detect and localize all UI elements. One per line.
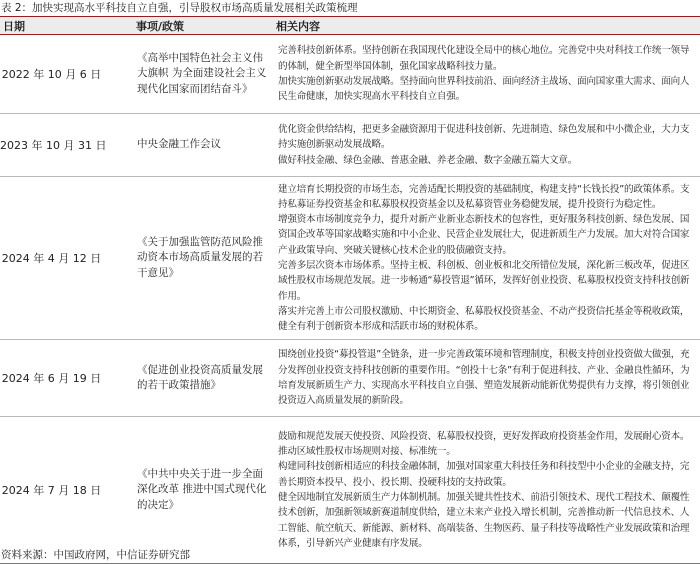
table-caption: 表 2：加快实现高水平科技自立自强，引导股权市场高质量发展相关政策梳理	[1, 2, 358, 14]
row-policy: 《中共中央关于进一步全面深化改革 推进中国式现代化的决定》	[133, 417, 273, 564]
row-content	[273, 35, 700, 114]
row-policy: 中央金融工作会议	[133, 114, 273, 177]
table-row	[0, 177, 700, 340]
content-paragraph: 增强资本市场制度竞争力，提升对新产业新业态新技术的包容性，更好服务科技创新、绿色发展、国资国企改革等国家战略实施和中小企业、民营企业发展壮大，促进新质生产力发展。加大对符合国家产业政策导向、突破关键核心技术企业的股债融资支持。	[278, 214, 690, 256]
row-policy: 《高举中国特色社会主义伟大旗帜 为全面建设社会主义现代化国家而团结奋斗》	[133, 35, 273, 114]
content-paragraph: 构建同科技创新相适应的科技金融体制，加强对国家重大科技任务和科技型中小企业的金融支持，完善长期资本投早、投小、投长期、投硬科技的支持政策。	[278, 461, 690, 488]
row-content	[273, 177, 700, 340]
row-date: 2024 年 4 月 12 日	[0, 177, 133, 340]
content-paragraph: 建立培育长期投资的市场生态，完善适配长期投资的基础制度，构建支持“长钱长投”的政策体系。支持私募证券投资基金和私募股权投资基金以及私募资管业务稳健发展，提升投资行为稳定性。	[278, 183, 690, 210]
content-paragraph: 加快实施创新驱动发展战略。坚持面向世界科技前沿、面向经济主战场、面向国家重大需求、面向人民生命健康，加快实现高水平科技自立自强。	[278, 76, 690, 103]
row-date: 2023 年 10 月 31 日	[0, 114, 133, 177]
content-paragraph: 鼓励和规范发展天使投资、风险投资、私募股权投资，更好发挥政府投资基金作用，发展耐心资本。	[278, 430, 690, 442]
row-content	[273, 114, 700, 177]
source-note: 资料来源：中国政府网，中信证券研究部	[1, 549, 190, 561]
table-row	[0, 417, 700, 564]
header-content: 相关内容	[273, 17, 700, 35]
content-paragraph: 落实并完善上市公司股权激励、中长期资金、私募股权投资基金、不动产投资信托基金等税收政策，健全有利于创新资本形成和活跃市场的财税体系。	[278, 305, 690, 333]
table-row	[0, 340, 700, 417]
content-paragraph: 完善科技创新体系。坚持创新在我国现代化建设全局中的核心地位。完善党中央对科技工作统一领导的体制，健全新型举国体制，强化国家战略科技力量。	[278, 45, 690, 72]
content-paragraph: 做好科技金融、绿色金融、普惠金融、养老金融、数字金融五篇大文章。	[278, 154, 578, 166]
content-paragraph: 完善多层次资本市场体系。坚持主板、科创板、创业板和北交所错位发展，深化新三板改革，促进区域性股权市场规范发展。进一步畅通“募投管退”循环，发挥好创业投资、私募股权投资支持科技创新作用。	[278, 260, 690, 302]
table-row	[0, 114, 700, 177]
policy-table	[0, 16, 700, 564]
content-paragraph: 健全因地制宜发展新质生产力体制机制。加强关键共性技术、前沿引领技术、现代工程技术、颠覆性技术创新，加强新领域新赛道制度供给，建立未来产业投入增长机制，完善推动新一代信息技术、人工智能、航空航天、新能源、新材料、高端装备、生物医药、量子科技等战略性产业发展政策和治理体系，引导新兴产业健康有序发展。	[278, 492, 690, 549]
content-paragraph: 围绕创业投资“募投管退”全链条，进一步完善政策环境和管理制度，积极支持创业投资做大做强，充分发挥创业投资支持科技创新的重要作用。“创投十七条”有利于促进科技、产业、金融良性循环，为培育发展新质生产力、实现高水平科技自立自强、塑造发展新动能新优势提供有力支撑，将引领创业投资迈入高质量发展的新阶段。	[278, 349, 690, 407]
row-date: 2022 年 10 月 6 日	[0, 35, 133, 114]
row-date: 2024 年 6 月 19 日	[0, 340, 133, 417]
content-paragraph: 推动区域性股权市场规则对接、标准统一。	[278, 446, 456, 458]
row-policy: 《促进创业投资高质量发展的若干政策措施》	[133, 340, 273, 417]
header-date: 日期	[0, 17, 133, 35]
row-content	[273, 417, 700, 564]
content-paragraph: 优化资金供给结构，把更多金融资源用于促进科技创新、先进制造、绿色发展和中小微企业，大力支持实施创新驱动发展战略。	[278, 124, 690, 151]
row-content	[273, 340, 700, 417]
row-policy: 《关于加强监管防范风险推动资本市场高质量发展的若干意见》	[133, 177, 273, 340]
header-policy: 事项/政策	[133, 17, 273, 35]
table-header-row	[0, 17, 700, 35]
row-date: 2024 年 7 月 18 日	[0, 417, 133, 564]
table-row	[0, 35, 700, 114]
